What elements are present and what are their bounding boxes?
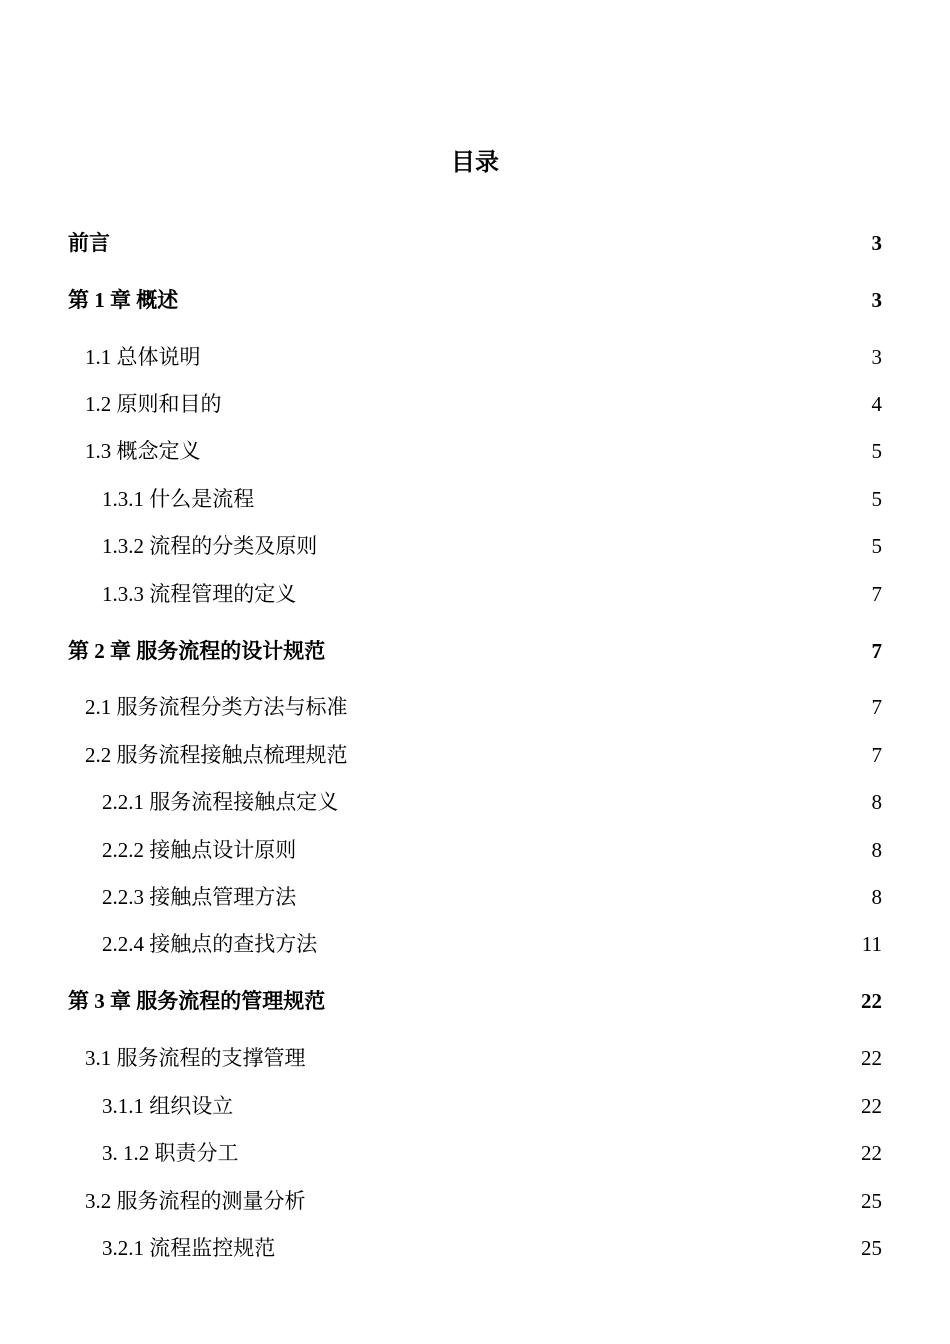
toc-entry-label: 前言 bbox=[68, 231, 110, 255]
toc-entry-page-number: 22 bbox=[861, 989, 882, 1013]
toc-entry[interactable] bbox=[0, 1233, 950, 1263]
toc-entry[interactable] bbox=[0, 531, 950, 561]
toc-entry-label: 2.2.2 接触点设计原则 bbox=[102, 838, 297, 862]
toc-entry[interactable] bbox=[0, 740, 950, 770]
toc-title: 目录 bbox=[451, 148, 499, 176]
toc-entry-page-number: 11 bbox=[861, 932, 882, 956]
toc-entry[interactable] bbox=[0, 929, 950, 959]
toc-entry-label: 3. 1.2 职责分工 bbox=[102, 1141, 239, 1165]
toc-entry-label: 1.3.2 流程的分类及原则 bbox=[102, 534, 318, 558]
toc-entry-page-number: 3 bbox=[871, 345, 882, 369]
toc-entry-page-number: 8 bbox=[871, 790, 882, 814]
toc-entry-page-number: 22 bbox=[861, 1141, 882, 1165]
toc-entry-label: 1.2 原则和目的 bbox=[85, 392, 222, 416]
toc-entry[interactable] bbox=[0, 285, 950, 315]
toc-entry-page-number: 5 bbox=[871, 487, 882, 511]
toc-entry-page-number: 5 bbox=[871, 534, 882, 558]
toc-entry[interactable] bbox=[0, 228, 950, 258]
toc-entry[interactable] bbox=[0, 692, 950, 722]
toc-entry[interactable] bbox=[0, 579, 950, 609]
toc-entry-label: 第 3 章 服务流程的管理规范 bbox=[68, 989, 326, 1013]
toc-entry[interactable] bbox=[0, 882, 950, 912]
toc-entry[interactable] bbox=[0, 436, 950, 466]
toc-entry-label: 2.2.3 接触点管理方法 bbox=[102, 885, 297, 909]
toc-entry-label: 1.3 概念定义 bbox=[85, 439, 201, 463]
toc-entry-label: 第 2 章 服务流程的设计规范 bbox=[68, 639, 326, 663]
toc-entry-page-number: 7 bbox=[871, 639, 882, 663]
toc-entry-page-number: 25 bbox=[861, 1189, 882, 1213]
toc-entry-label: 2.2.1 服务流程接触点定义 bbox=[102, 790, 339, 814]
toc-entry[interactable] bbox=[0, 389, 950, 419]
toc-entry[interactable] bbox=[0, 787, 950, 817]
toc-entry-page-number: 3 bbox=[871, 288, 882, 312]
toc-entry-page-number: 7 bbox=[871, 695, 882, 719]
toc-entry-page-number: 4 bbox=[871, 392, 882, 416]
toc-entry[interactable] bbox=[0, 342, 950, 372]
toc-entry[interactable] bbox=[0, 986, 950, 1016]
toc-entry-page-number: 7 bbox=[871, 743, 882, 767]
toc-entry[interactable] bbox=[0, 636, 950, 666]
toc-entry[interactable] bbox=[0, 1138, 950, 1168]
toc-entry-label: 3.1 服务流程的支撑管理 bbox=[85, 1046, 306, 1070]
toc-entry-label: 3.2.1 流程监控规范 bbox=[102, 1236, 276, 1260]
toc-entry-label: 1.3.1 什么是流程 bbox=[102, 487, 255, 511]
toc-entry-page-number: 7 bbox=[871, 582, 882, 606]
toc-entry-label: 2.2.4 接触点的查找方法 bbox=[102, 932, 318, 956]
toc-entry[interactable] bbox=[0, 1043, 950, 1073]
toc-entry-label: 1.3.3 流程管理的定义 bbox=[102, 582, 297, 606]
toc-entry[interactable] bbox=[0, 484, 950, 514]
toc-entry[interactable] bbox=[0, 835, 950, 865]
toc-entry-label: 第 1 章 概述 bbox=[68, 288, 179, 312]
toc-entry-label: 3.1.1 组织设立 bbox=[102, 1094, 234, 1118]
toc-entry-label: 3.2 服务流程的测量分析 bbox=[85, 1189, 306, 1213]
toc-entry-label: 2.2 服务流程接触点梳理规范 bbox=[85, 743, 348, 767]
toc-entry-page-number: 5 bbox=[871, 439, 882, 463]
toc-entry-label: 2.1 服务流程分类方法与标准 bbox=[85, 695, 348, 719]
toc-entry-page-number: 8 bbox=[871, 838, 882, 862]
toc-entry-label: 1.1 总体说明 bbox=[85, 345, 201, 369]
toc-entry-page-number: 25 bbox=[861, 1236, 882, 1260]
toc-entry-page-number: 3 bbox=[871, 231, 882, 255]
toc-entry-page-number: 22 bbox=[861, 1046, 882, 1070]
toc-entry-page-number: 22 bbox=[861, 1094, 882, 1118]
toc-entry[interactable] bbox=[0, 1091, 950, 1121]
toc-entry[interactable] bbox=[0, 1186, 950, 1216]
toc-entry-page-number: 8 bbox=[871, 885, 882, 909]
